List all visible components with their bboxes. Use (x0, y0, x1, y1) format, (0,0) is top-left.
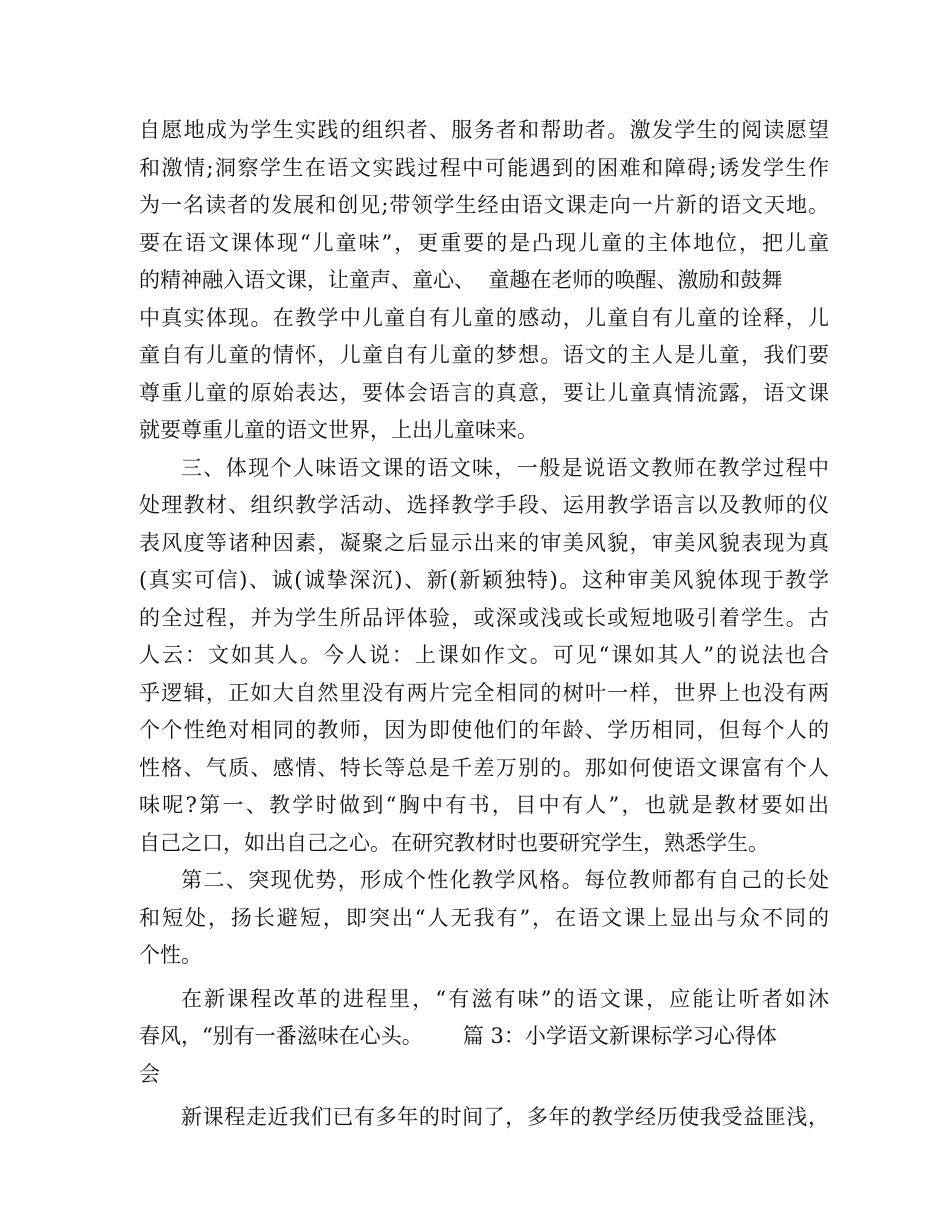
text-line: 表风度等诸种因素，凝聚之后显示出来的审美风貌，审美风貌表现为真 (139, 530, 829, 555)
document-body (139, 112, 829, 1137)
text-line: 处理教材、组织教学活动、选择教学手段、运用教学语言以及教师的仪 (139, 493, 829, 517)
text-line: 人云：文如其人。今人说：上课如作文。可见“课如其人”的说法也合 (139, 643, 829, 667)
text-line: 为一名读者的发展和创见;带领学生经由语文课走向一片新的语文天地。 (139, 193, 829, 217)
text-line: 个性。 (139, 943, 202, 967)
text-line: 中真实体现。在教学中儿童自有儿童的感动，儿童自有儿童的诠释，儿 (139, 305, 829, 330)
text-line: 三、体现个人味语文课的语文味，一般是说语文教师在教学过程中 (181, 455, 829, 480)
paragraph (139, 981, 829, 1094)
text-line: 就要尊重儿童的语文世界，上出儿童味来。 (139, 418, 538, 442)
text-line: 童自有儿童的情怀，儿童自有儿童的梦想。语文的主人是儿童，我们要 (139, 343, 829, 367)
text-line: 味呢?第一、教学时做到“胸中有书，目中有人”，也就是教材要如出 (139, 793, 829, 817)
text-line: 和短处，扬长避短，即突出“人无我有”，在语文课上显出与众不同的 (139, 905, 829, 930)
text-line: 新课程走近我们已有多年的时间了，多年的教学经历使我受益匪浅， (181, 1105, 829, 1129)
text-line: 自己之口，如出自己之心。在研究教材时也要研究学生，熟悉学生。 (139, 830, 769, 855)
text-line: 性格、气质、感情、特长等总是千差万别的。那如何使语文课富有个人 (139, 755, 829, 780)
text-line: 乎逻辑，正如大自然里没有两片完全相同的树叶一样，世界上也没有两 (139, 680, 829, 705)
text-line: 的精神融入语文课，让童声、童心、 童趣在老师的唤醒、激励和鼓舞 (139, 268, 783, 292)
text-line: 尊重儿童的原始表达，要体会语言的真意，要让儿童真情流露，语文课 (139, 380, 829, 405)
text-line: 会 (139, 1061, 160, 1086)
paragraph (139, 862, 829, 975)
text-line: (真实可信)、诚(诚挚深沉)、新(新颖独特)。这种审美风貌体现于教学 (139, 568, 829, 592)
text-line: 和激情;洞察学生在语文实践过程中可能遇到的困难和障碍;诱发学生作 (139, 155, 829, 180)
paragraph (139, 450, 829, 863)
text-line: 在新课程改革的进程里，“有滋有味”的语文课，应能让听者如沐 (181, 986, 829, 1011)
paragraph (139, 112, 829, 450)
text-line: 的全过程，并为学生所品评体验，或深或浅或长或短地吸引着学生。古 (139, 605, 829, 630)
text-line: 个个性绝对相同的教师，因为即使他们的年龄、学历相同，但每个人的 (139, 718, 829, 742)
text-line: 要在语文课体现“儿童味”，更重要的是凸现儿童的主体地位，把儿童 (139, 230, 829, 255)
paragraph (139, 1099, 829, 1137)
text-line: 自愿地成为学生实践的组织者、服务者和帮助者。激发学生的阅读愿望 (139, 118, 829, 142)
text-line: 第二、突现优势，形成个性化教学风格。每位教师都有自己的长处 (181, 868, 829, 892)
text-line: 春风，“别有一番滋味在心头。 篇 3：小学语文新课标学习心得体 (139, 1024, 777, 1048)
